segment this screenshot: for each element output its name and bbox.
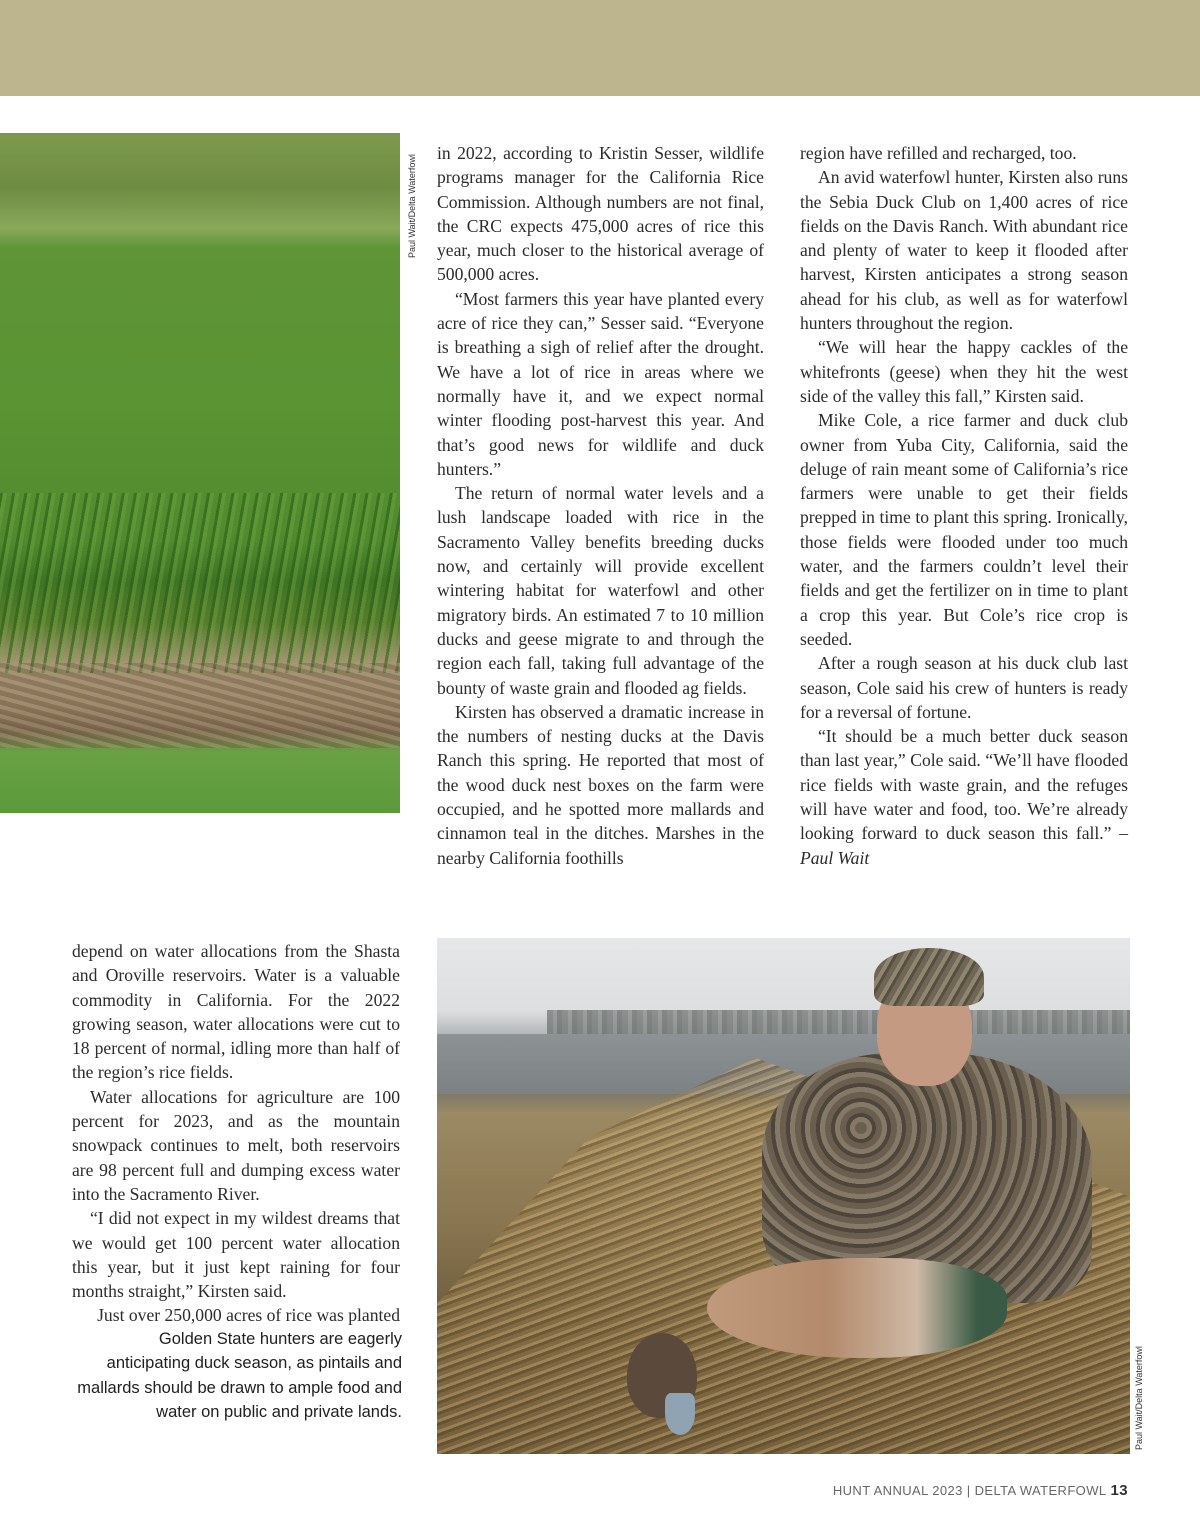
photo-credit-hunter: Paul Wait/Delta Waterfowl: [1134, 1346, 1144, 1450]
paragraph: “We will hear the happy cackles of the whitefronts (geese) when they hit the west side of the valley this fall,” Kirsten said.: [800, 337, 1128, 406]
page-number: 13: [1110, 1482, 1128, 1499]
paragraph: “Most farmers this year have planted every acre of rice they can,” Sesser said. “Everyone is breathing a sigh of relief after the drought. We have a lot of rice in areas where we normally have it, and we expect normal winter flooding post-harvest this year. And that’s good news for wildlife and duck hunters.”: [437, 288, 764, 479]
photo-caption: Golden State hunters are eagerly anticipating duck season, as pintails and mallards should be drawn to ample food and water on public and private lands.: [77, 1330, 402, 1422]
paragraph: depend on water allocations from the Shasta and Oroville reservoirs. Water is a valuable commodity in California. For the 2022 growing season, water allocations were cut to 18 percent of normal, idling more than half of the region’s rice fields.: [72, 941, 400, 1083]
paragraph: Kirsten has observed a dramatic increase in the numbers of nesting ducks at the Davis Ranch this spring. He reported that most of the wood duck nest boxes on the farm were occupied, and he spotted more mallards and cinnamon teal in the ditches. Marshes in the nearby California foothills: [437, 701, 764, 868]
publication-line: HUNT ANNUAL 2023 | DELTA WATERFOWL: [832, 1483, 1107, 1498]
pintail-bill: [665, 1393, 695, 1435]
paragraph-with-signature: [800, 724, 1128, 870]
photo-credit-field: Paul Wait/Delta Waterfowl: [407, 154, 417, 258]
hunter-with-pintail-photo: [437, 938, 1130, 1454]
paragraph: Just over 250,000 acres of rice was planted: [97, 1305, 400, 1326]
paragraph-text: “It should be a much better duck season than last year,” Cole said. “We’ll have flooded rice fields with waste grain, and the refuges will have water and food, too. We’re already looking forward to duck season this fall.”: [800, 726, 1128, 844]
paragraph: The return of normal water levels and a lush landscape loaded with rice in the Sacramento Valley benefits breeding ducks now, and certainly will provide excellent wintering habitat for waterfowl and other migratory birds. An estimated 7 to 10 million ducks and geese migrate to and through the region each fall, taking full advantage of the bounty of waste grain and flooded ag fields.: [437, 483, 764, 698]
author-signature: –Paul Wait: [800, 823, 1128, 868]
article-column-2: [800, 141, 1128, 870]
camo-cap: [874, 948, 984, 1006]
dirt-levee-texture: [0, 663, 400, 748]
paragraph: Mike Cole, a rice farmer and duck club owner from Yuba City, California, said the deluge of rain meant some of California’s rice farmers were unable to get their fields prepped in time to plant this spring. Ironically, those fields were flooded under too much water, and the farmers couldn’t level their fields and get the fertilizer on in time to plant a crop this year. But Cole’s rice crop is seeded.: [800, 410, 1128, 649]
paragraph: After a rough season at his duck club last season, Cole said his crew of hunters is ready for a reversal of fortune.: [800, 653, 1128, 722]
paragraph: Water allocations for agriculture are 100 percent for 2023, and as the mountain snowpack continues to melt, both reservoirs are 98 percent full and dumping excess water into the Sacramento River.: [72, 1086, 400, 1204]
pintail-duck-body: [707, 1258, 1007, 1358]
article-column-3: [72, 939, 400, 1328]
paragraph: in 2022, according to Kristin Sesser, wildlife programs manager for the California Rice Commission. Although numbers are not final, the CRC expects 475,000 acres of rice this year, much closer to the historical average of 500,000 acres.: [437, 143, 764, 285]
rice-field-photo: [0, 133, 400, 813]
paragraph: region have refilled and recharged, too.: [800, 143, 1077, 163]
header-color-band: [0, 0, 1200, 96]
article-column-1: [437, 141, 764, 870]
grass-texture: [0, 493, 400, 673]
paragraph: An avid waterfowl hunter, Kirsten also runs the Sebia Duck Club on 1,400 acres of rice fields on the Davis Ranch. With abundant rice and plenty of water to keep it flooded after harvest, Kirsten anticipates a strong season ahead for his club, as well as for waterfowl hunters throughout the region.: [800, 167, 1128, 334]
page-footer: [833, 1482, 1128, 1499]
paragraph: “I did not expect in my wildest dreams that we would get 100 percent water allocation this year, but it just kept raining for four months straight,” Kirsten said.: [72, 1208, 400, 1302]
